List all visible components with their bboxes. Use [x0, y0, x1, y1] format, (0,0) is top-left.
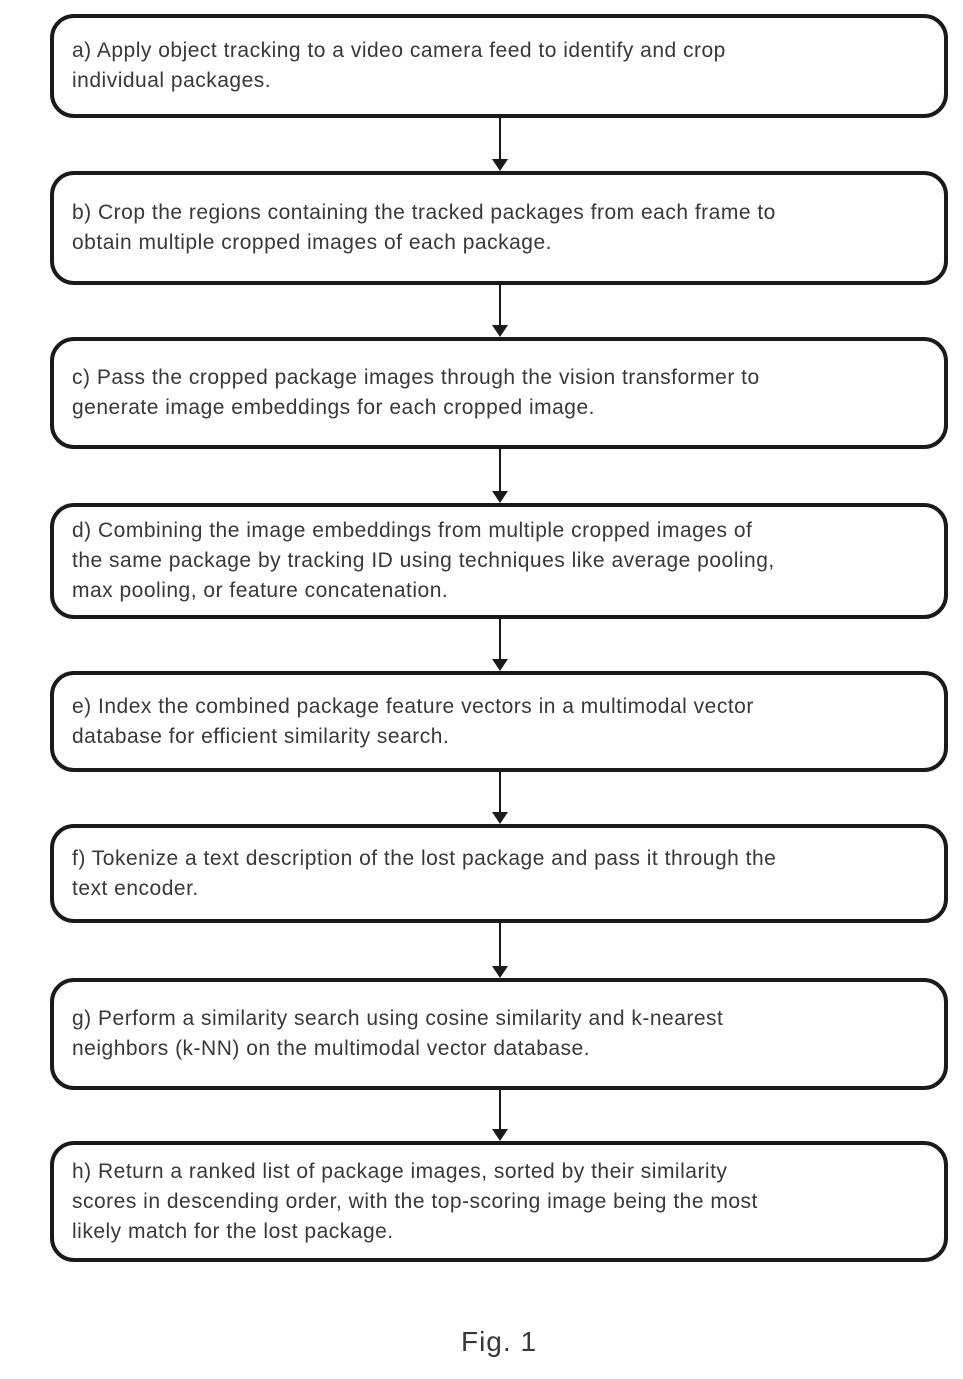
- flow-arrow-d-to-e: [492, 619, 508, 671]
- flow-step-b: b) Crop the regions containing the tracked packages from each frame to obtain multiple cropped images of each package.: [50, 171, 948, 285]
- flow-arrow-f-to-g: [492, 923, 508, 978]
- arrow-down-icon: [492, 325, 508, 337]
- arrow-down-icon: [492, 491, 508, 503]
- flow-arrow-a-to-b: [492, 118, 508, 171]
- arrow-stem: [499, 923, 501, 966]
- flow-step-e: e) Index the combined package feature vectors in a multimodal vector database for efficient similarity search.: [50, 671, 948, 772]
- figure-caption: Fig. 1: [460, 1326, 538, 1357]
- flow-arrow-b-to-c: [492, 285, 508, 337]
- arrow-stem: [499, 285, 501, 325]
- flow-arrow-c-to-d: [492, 449, 508, 503]
- arrow-stem: [499, 1090, 501, 1129]
- flow-step-c: c) Pass the cropped package images through the vision transformer to generate image embeddings for each cropped image.: [50, 337, 948, 449]
- arrow-down-icon: [492, 812, 508, 824]
- flow-step-g: g) Perform a similarity search using cosine similarity and k-nearest neighbors (k-NN) on the multimodal vector database.: [50, 978, 948, 1090]
- arrow-stem: [499, 772, 501, 812]
- arrow-down-icon: [492, 159, 508, 171]
- flow-step-f: f) Tokenize a text description of the lost package and pass it through the text encoder.: [50, 824, 948, 923]
- flow-arrow-e-to-f: [492, 772, 508, 824]
- flow-step-d: d) Combining the image embeddings from multiple cropped images of the same package by tracking ID using techniques like average pooling, max pooling, or feature concatenation.: [50, 503, 948, 619]
- arrow-stem: [499, 118, 501, 159]
- arrow-down-icon: [492, 659, 508, 671]
- flow-step-h: h) Return a ranked list of package images, sorted by their similarity scores in descending order, with the top-scoring image being the most likely match for the lost package.: [50, 1141, 948, 1262]
- arrow-down-icon: [492, 966, 508, 978]
- flow-step-a: a) Apply object tracking to a video camera feed to identify and crop individual packages.: [50, 14, 948, 118]
- flow-arrow-g-to-h: [492, 1090, 508, 1141]
- arrow-stem: [499, 449, 501, 491]
- arrow-stem: [499, 619, 501, 659]
- arrow-down-icon: [492, 1129, 508, 1141]
